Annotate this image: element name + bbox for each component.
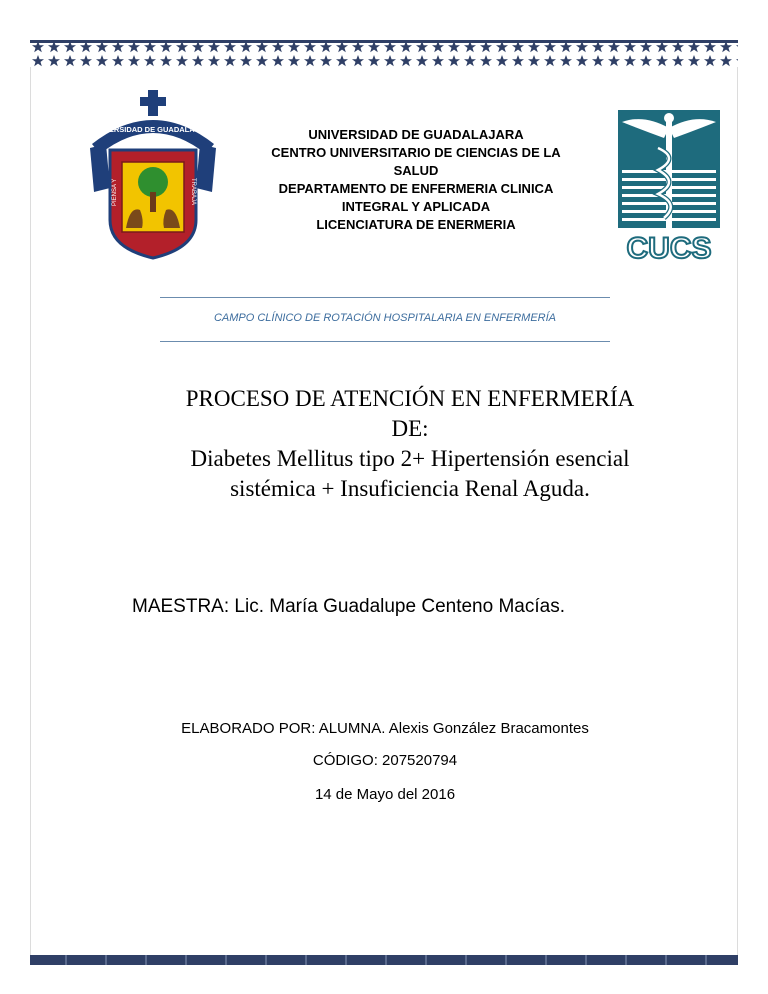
header-line: UNIVERSIDAD DE GUADALAJARA <box>308 127 524 142</box>
cucs-wordmark: CUCS <box>626 232 712 264</box>
campo-clinico-subtitle: CAMPO CLÍNICO DE ROTACIÓN HOSPITALARIA EN ENFERMERÍA <box>213 312 557 324</box>
header-line: DEPARTAMENTO DE ENFERMERIA CLINICA <box>278 181 554 196</box>
title-line: Diabetes Mellitus tipo 2+ Hipertensión esencial <box>190 446 630 471</box>
title-line: PROCESO DE ATENCIÓN EN ENFERMERÍA <box>185 386 635 411</box>
header-line: INTEGRAL Y APLICADA <box>341 199 491 214</box>
header-line: SALUD <box>393 163 439 178</box>
udg-right-motto: TRABAJA <box>190 178 196 206</box>
udg-crest-logo <box>88 88 218 260</box>
bottom-band <box>30 955 738 965</box>
title-line: DE: <box>391 416 429 441</box>
cucs-logo <box>614 108 724 264</box>
udg-left-motto: PIENSA Y <box>112 178 118 206</box>
document-date: 14 de Mayo del 2016 <box>314 786 456 803</box>
header-line: CENTRO UNIVERSITARIO DE CIENCIAS DE LA <box>271 145 561 160</box>
divider-top <box>160 297 610 298</box>
udg-ring-text: UNIVERSIDAD DE GUADALAJARA <box>90 125 216 134</box>
header-line: LICENCIATURA DE ENERMERIA <box>316 217 516 232</box>
divider-bottom <box>160 341 610 342</box>
student-code: CÓDIGO: 207520794 <box>312 752 458 769</box>
teacher-name: MAESTRA: Lic. María Guadalupe Centeno Macías. <box>132 596 565 617</box>
institution-header <box>236 126 596 234</box>
author-line: ELABORADO POR: ALUMNA. Alexis González Bracamontes <box>181 720 589 737</box>
document-title <box>120 384 700 504</box>
star-border-top <box>30 40 738 68</box>
title-line: sistémica + Insuficiencia Renal Aguda. <box>230 476 590 501</box>
